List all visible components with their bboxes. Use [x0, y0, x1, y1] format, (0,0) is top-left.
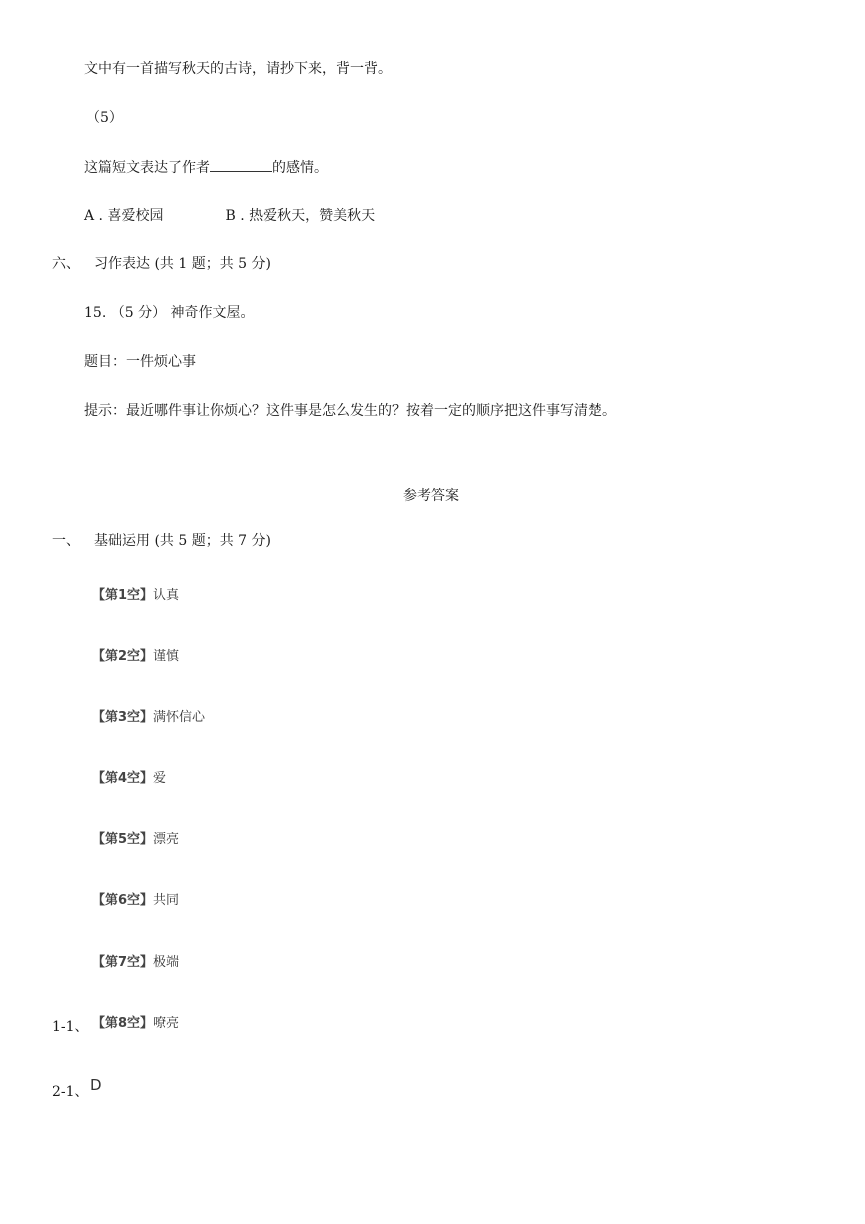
blank-tag: 【第5空】: [92, 832, 154, 847]
answer-blank-1: [92, 587, 179, 605]
blank-value: 共同: [153, 893, 180, 908]
part5-stem-after: 的感情。: [272, 160, 328, 176]
blank-tag: 【第8空】: [92, 1016, 154, 1031]
poem-prompt: 文中有一首描写秋天的古诗，请抄下来，背一背。: [84, 61, 392, 77]
answer-blank-5: [92, 831, 179, 849]
answer-blank-7: [92, 954, 179, 972]
blank-value: 爱: [153, 771, 167, 786]
item-2-1-label: 2-1、: [52, 1084, 89, 1100]
option-b: B . 热爱秋天，赞美秋天: [225, 208, 376, 224]
answer-blank-8: [92, 1015, 179, 1033]
blank-value: 认真: [153, 588, 180, 603]
blank-tag: 【第4空】: [92, 771, 154, 786]
section6-heading: [52, 254, 271, 274]
part5-stem: [84, 157, 328, 178]
answer-blank-6: [92, 892, 179, 910]
answers-heading: 参考答案: [403, 488, 459, 504]
answers-section1-heading: [52, 531, 271, 551]
item-1-1-label: 1-1、: [52, 1019, 89, 1035]
section6-title: 习作表达 (共 1 题；共 5 分): [94, 256, 271, 272]
blank-value: 谨慎: [153, 649, 180, 664]
blank-tag: 【第6空】: [92, 893, 154, 908]
blank-value: 极端: [153, 955, 180, 970]
part5-stem-before: 这篇短文表达了作者: [84, 160, 210, 176]
item-2-1-answer: D: [90, 1076, 102, 1094]
answer-blank-3: [92, 709, 205, 727]
answers-section1-number: 一、: [52, 533, 80, 549]
section6-number: 六、: [52, 256, 80, 272]
blank-value: 满怀信心: [153, 710, 206, 725]
answers-section1-title: 基础运用 (共 5 题；共 7 分): [94, 533, 271, 549]
answer-blank-2: [92, 648, 179, 666]
option-a: A . 喜爱校园: [84, 208, 164, 224]
q15-header: 15. （5 分） 神奇作文屋。: [84, 305, 255, 321]
blank-tag: 【第7空】: [92, 955, 154, 970]
answer-blank-4: [92, 770, 166, 788]
q15-topic: 题目：一件烦心事: [84, 354, 196, 370]
q15-hint: 提示：最近哪件事让你烦心？这件事是怎么发生的？按着一定的顺序把这件事写清楚。: [84, 403, 616, 419]
blank-value: 嘹亮: [153, 1016, 180, 1031]
blank-tag: 【第3空】: [92, 710, 154, 725]
part5-options: [84, 206, 375, 226]
answer-blank: [210, 157, 272, 172]
part5-label: （5）: [86, 110, 123, 126]
blank-tag: 【第2空】: [92, 649, 154, 664]
blank-value: 漂亮: [153, 832, 180, 847]
blank-tag: 【第1空】: [92, 588, 154, 603]
